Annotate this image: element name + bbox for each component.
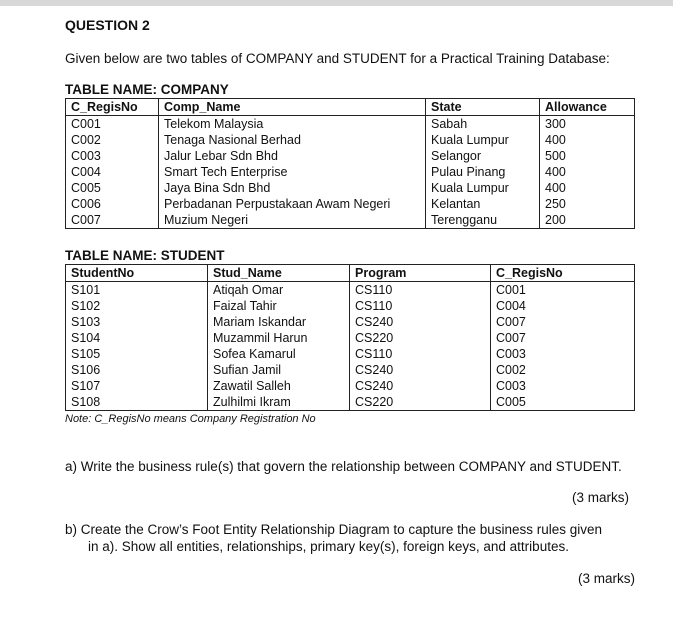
question-a-text: a) Write the business rule(s) that govern the relationship between COMPANY and STUDENT. — [65, 459, 622, 474]
student-col-header: Stud_Name — [208, 265, 350, 282]
company-col-header: C_RegisNo — [66, 99, 159, 116]
question-b-line2: in a). Show all entities, relationships, primary key(s), foreign keys, and attributes. — [88, 539, 569, 554]
student-table-cell: S101 — [66, 282, 208, 299]
student-table-row — [66, 314, 635, 330]
company-table-cell: 400 — [540, 180, 635, 196]
student-table-cell: Muzammil Harun — [208, 330, 350, 346]
company-table-cell: C001 — [66, 116, 159, 133]
student-table-row — [66, 346, 635, 362]
company-table-cell: C006 — [66, 196, 159, 212]
student-table-cell: C004 — [491, 298, 635, 314]
company-table-cell: C003 — [66, 148, 159, 164]
student-table-cell: C007 — [491, 314, 635, 330]
company-table-row — [66, 116, 635, 133]
company-table-row — [66, 196, 635, 212]
company-table — [65, 98, 635, 229]
company-col-header: Allowance — [540, 99, 635, 116]
company-table-cell: Selangor — [426, 148, 540, 164]
student-table-cell: S103 — [66, 314, 208, 330]
note-text: Note: C_RegisNo means Company Registration No — [65, 413, 316, 425]
company-table-row — [66, 132, 635, 148]
company-table-cell: Sabah — [426, 116, 540, 133]
company-table-cell: Tenaga Nasional Berhad — [159, 132, 426, 148]
company-header-row — [66, 99, 635, 116]
student-table-cell: Zulhilmi Ikram — [208, 394, 350, 411]
student-table-cell: CS110 — [350, 346, 491, 362]
question-b-line1: b) Create the Crow’s Foot Entity Relationship Diagram to capture the business rules given — [65, 522, 603, 537]
student-col-header: C_RegisNo — [491, 265, 635, 282]
student-table — [65, 264, 635, 411]
student-table-cell: C001 — [491, 282, 635, 299]
company-table-cell: C002 — [66, 132, 159, 148]
question-title: QUESTION 2 — [65, 17, 150, 33]
question-b-marks: (3 marks) — [578, 571, 635, 586]
company-table-cell: 200 — [540, 212, 635, 229]
company-table-row — [66, 164, 635, 180]
company-col-header: State — [426, 99, 540, 116]
student-col-header: StudentNo — [66, 265, 208, 282]
student-col-header: Program — [350, 265, 491, 282]
company-table-cell: Perbadanan Perpustakaan Awam Negeri — [159, 196, 426, 212]
student-table-row — [66, 394, 635, 411]
student-table-cell: Faizal Tahir — [208, 298, 350, 314]
company-table-cell: Jalur Lebar Sdn Bhd — [159, 148, 426, 164]
company-col-header: Comp_Name — [159, 99, 426, 116]
company-table-cell: C007 — [66, 212, 159, 229]
company-table-row — [66, 212, 635, 229]
student-table-cell: S108 — [66, 394, 208, 411]
student-table-cell: S105 — [66, 346, 208, 362]
student-table-cell: Zawatil Salleh — [208, 378, 350, 394]
company-table-cell: C005 — [66, 180, 159, 196]
company-table-name: TABLE NAME: COMPANY — [65, 82, 229, 97]
student-table-cell: Sofea Kamarul — [208, 346, 350, 362]
company-table-cell: 300 — [540, 116, 635, 133]
top-edge-bar — [0, 0, 673, 6]
company-table-cell: C004 — [66, 164, 159, 180]
student-table-name: TABLE NAME: STUDENT — [65, 248, 225, 263]
company-table-cell: Muzium Negeri — [159, 212, 426, 229]
company-table-cell: Smart Tech Enterprise — [159, 164, 426, 180]
student-table-cell: CS220 — [350, 394, 491, 411]
company-table-cell: 400 — [540, 164, 635, 180]
student-table-cell: CS240 — [350, 378, 491, 394]
student-table-cell: S104 — [66, 330, 208, 346]
student-table-cell: CS240 — [350, 314, 491, 330]
student-table-cell: S106 — [66, 362, 208, 378]
student-table-cell: S102 — [66, 298, 208, 314]
student-table-cell: C003 — [491, 378, 635, 394]
student-table-row — [66, 298, 635, 314]
company-table-row — [66, 148, 635, 164]
student-table-row — [66, 362, 635, 378]
student-table-cell: C002 — [491, 362, 635, 378]
company-table-cell: 400 — [540, 132, 635, 148]
student-table-cell: C005 — [491, 394, 635, 411]
company-table-row — [66, 180, 635, 196]
student-table-row — [66, 282, 635, 299]
student-table-cell: Sufian Jamil — [208, 362, 350, 378]
company-table-cell: 500 — [540, 148, 635, 164]
student-table-cell: CS240 — [350, 362, 491, 378]
student-header-row — [66, 265, 635, 282]
question-a-marks: (3 marks) — [572, 490, 629, 505]
student-table-cell: CS110 — [350, 282, 491, 299]
company-table-cell: Kelantan — [426, 196, 540, 212]
student-table-cell: C003 — [491, 346, 635, 362]
company-table-cell: 250 — [540, 196, 635, 212]
company-table-cell: Jaya Bina Sdn Bhd — [159, 180, 426, 196]
student-table-cell: CS220 — [350, 330, 491, 346]
student-table-cell: Mariam Iskandar — [208, 314, 350, 330]
company-table-cell: Terengganu — [426, 212, 540, 229]
company-table-cell: Kuala Lumpur — [426, 132, 540, 148]
company-table-cell: Telekom Malaysia — [159, 116, 426, 133]
company-table-cell: Pulau Pinang — [426, 164, 540, 180]
student-table-cell: S107 — [66, 378, 208, 394]
student-table-cell: Atiqah Omar — [208, 282, 350, 299]
student-table-cell: C007 — [491, 330, 635, 346]
student-table-cell: CS110 — [350, 298, 491, 314]
company-table-cell: Kuala Lumpur — [426, 180, 540, 196]
intro-text: Given below are two tables of COMPANY and STUDENT for a Practical Training Database: — [65, 51, 610, 66]
student-table-row — [66, 330, 635, 346]
student-table-row — [66, 378, 635, 394]
